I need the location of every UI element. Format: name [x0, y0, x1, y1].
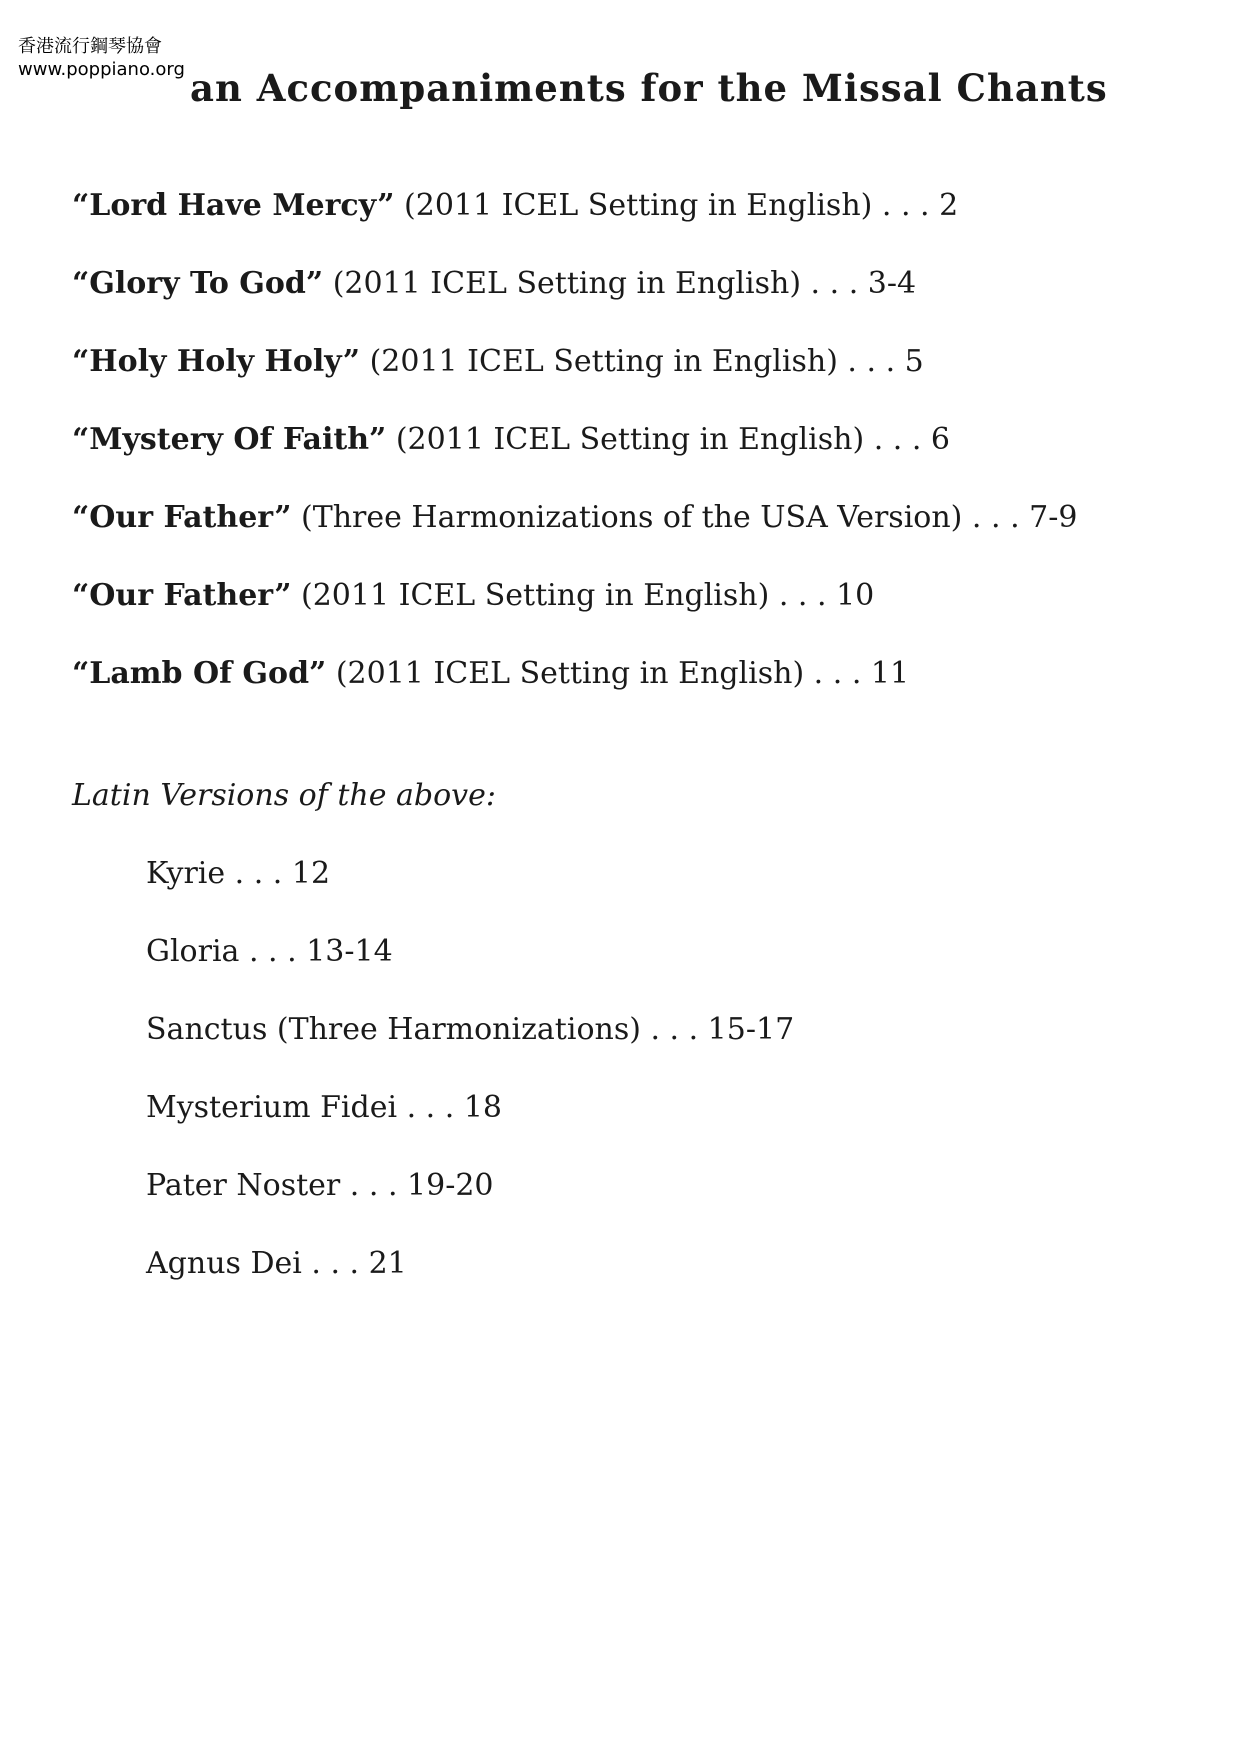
toc-entry — [72, 498, 1077, 576]
toc-entry-title: “Holy Holy Holy” — [72, 344, 361, 379]
latin-list — [146, 854, 794, 1322]
toc-entry-detail: (Three Harmonizations of the USA Version) . . . 7-9 — [291, 500, 1078, 535]
toc-entry-detail: (2011 ICEL Setting in English) . . . 11 — [326, 656, 910, 691]
latin-entry: Pater Noster . . . 19-20 — [146, 1168, 494, 1203]
toc-entry-title: “Our Father” — [72, 578, 292, 613]
watermark — [18, 36, 189, 81]
toc-entry — [72, 264, 1077, 342]
toc-entry-detail: (2011 ICEL Setting in English) . . . 2 — [394, 188, 959, 223]
toc-entry-detail: (2011 ICEL Setting in English) . . . 3-4 — [323, 266, 917, 301]
latin-entry: Sanctus (Three Harmonizations) . . . 15-17 — [146, 1012, 795, 1047]
toc-entry-detail: (2011 ICEL Setting in English) . . . 6 — [386, 422, 950, 457]
toc-entry-detail: (2011 ICEL Setting in English) . . . 5 — [360, 344, 924, 379]
latin-entry: Kyrie . . . 12 — [146, 856, 331, 891]
toc-entry-title: “Our Father” — [72, 500, 292, 535]
latin-entry: Gloria . . . 13-14 — [146, 934, 393, 969]
toc-entry-title: “Lord Have Mercy” — [72, 188, 395, 223]
toc-entry — [72, 576, 1077, 654]
watermark-url: www.poppiano.org — [18, 58, 185, 80]
page-title: an Accompaniments for the Missal Chants — [190, 66, 1108, 110]
latin-entry: Mysterium Fidei . . . 18 — [146, 1090, 503, 1125]
toc-entry — [72, 342, 1077, 420]
toc-entry-title: “Glory To God” — [72, 266, 324, 301]
toc-entry-title: “Lamb Of God” — [72, 656, 327, 691]
toc-entry — [72, 654, 1077, 732]
latin-entry: Agnus Dei . . . 21 — [146, 1246, 407, 1281]
toc-entry — [72, 420, 1077, 498]
toc-list — [72, 186, 1077, 732]
toc-entry-title: “Mystery Of Faith” — [72, 422, 387, 457]
toc-entry — [72, 186, 1077, 264]
toc-entry-detail: (2011 ICEL Setting in English) . . . 10 — [291, 578, 875, 613]
watermark-chinese: 香港流行鋼琴協會 — [18, 36, 162, 57]
latin-versions-heading: Latin Versions of the above: — [72, 778, 496, 813]
